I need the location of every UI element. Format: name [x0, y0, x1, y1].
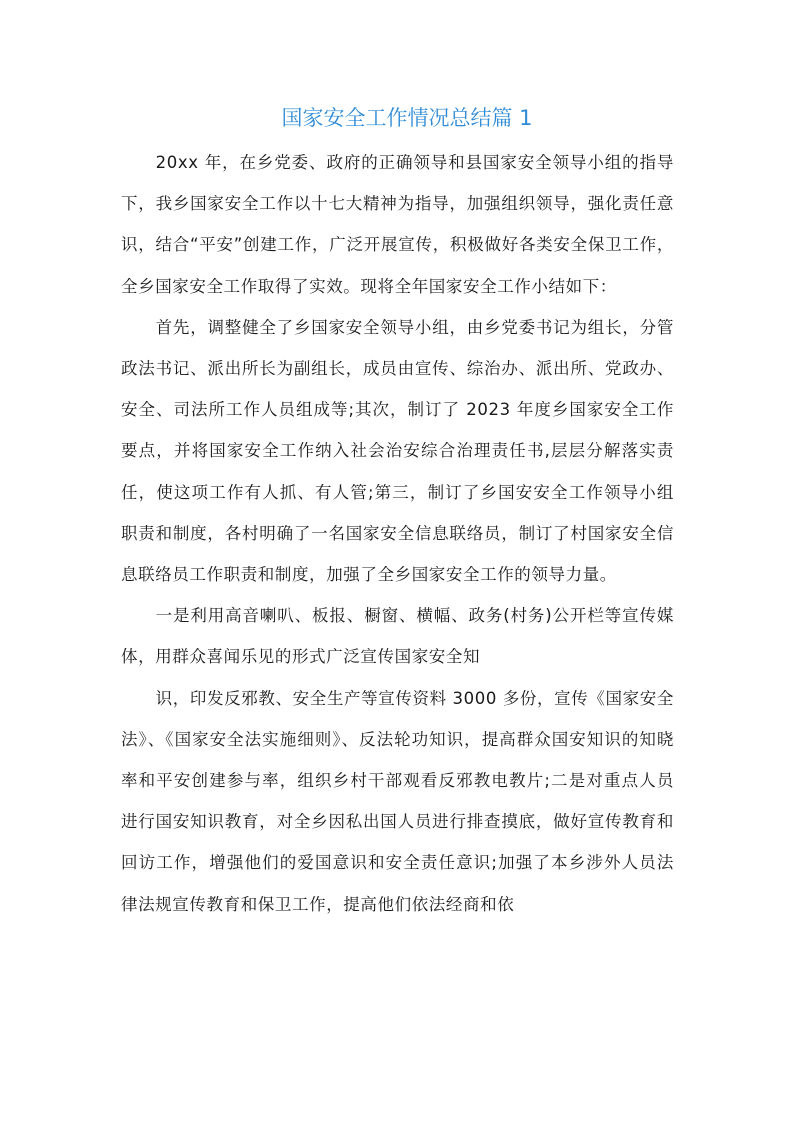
paragraph-publicity-continued: 识，印发反邪教、安全生产等宣传资料 3000 多份，宣传《国家安全法》、《国家安全法实施细则》、反法轮功知识，提高群众国安知识的知晓率和平安创建参与率，组织乡村干部观看反邪教电教片;二是对重点人员进行国安知识教育，对全乡因私出国人员进行排查摸底，做好宣传教育和回访工作，增强他们的爱国意识和安全责任意识;加强了本乡涉外人员法律法规宣传教育和保卫工作，提高他们依法经商和依 [121, 688, 674, 914]
document-title: 国家安全工作情况总结篇 1 [281, 106, 533, 130]
paragraph-publicity: 一是利用高音喇叭、板报、橱窗、横幅、政务(村务)公开栏等宣传媒体，用群众喜闻乐见的形式广泛宣传国家安全知 [121, 606, 674, 667]
document-body [121, 142, 674, 925]
paragraph-intro: 20xx 年，在乡党委、政府的正确领导和县国家安全领导小组的指导下，我乡国家安全工作以十七大精神为指导，加强组织领导，强化责任意识，结合“平安”创建工作，广泛开展宣传，积极做好各类安全保卫工作，全乡国家安全工作取得了实效。现将全年国家安全工作小结如下： [121, 153, 674, 296]
paragraph-organization: 首先，调整健全了乡国家安全领导小组，由乡党委书记为组长，分管政法书记、派出所长为副组长，成员由宣传、综治办、派出所、党政办、安全、司法所工作人员组成等;其次，制订了 2023 年度乡国家安全工作要点，并将国家安全工作纳入社会治安综合治理责任书,层层分解落实责任，使这项工作有人抓、有人管;第三，制订了乡国安安全工作领导小组职责和制度，各村明确了一名国家安全信息联络员，制订了村国家安全信息联络员工作职责和制度，加强了全乡国家安全工作的领导力量。 [121, 317, 674, 585]
